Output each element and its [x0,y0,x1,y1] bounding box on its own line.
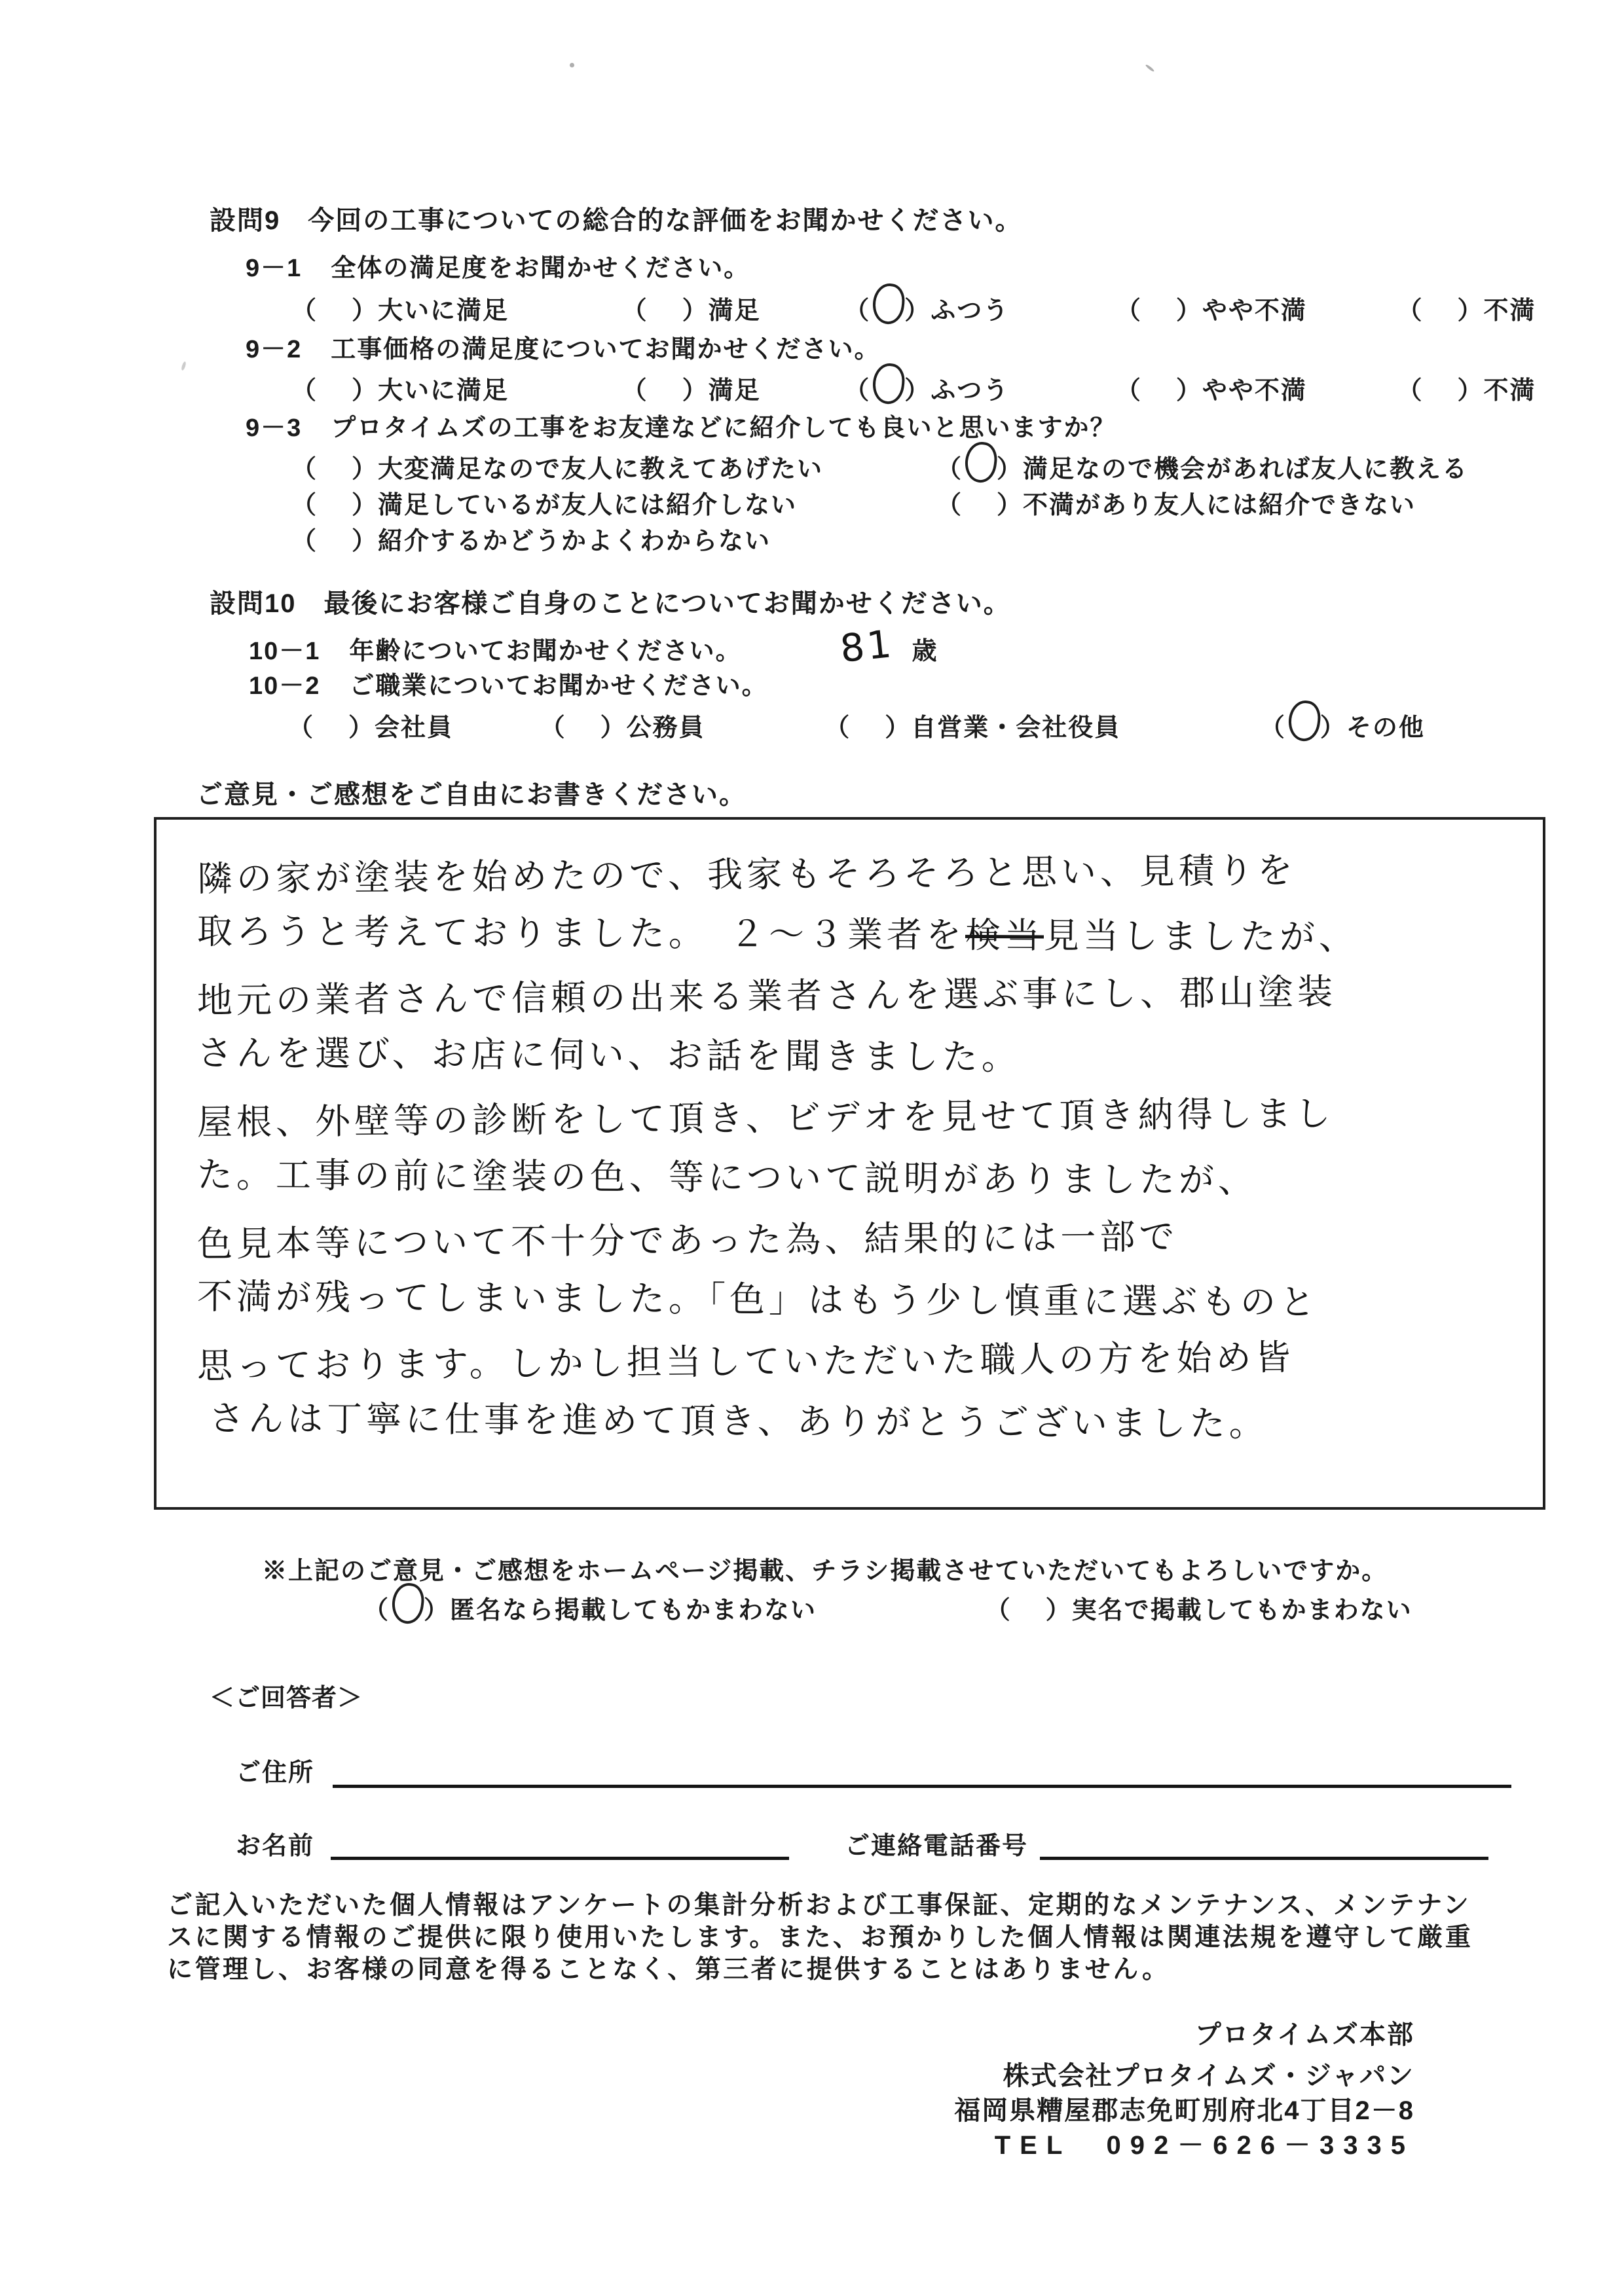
option-label: その他 [1346,714,1425,742]
question-9-2-number: 9－2 [246,336,303,363]
selected-circle-mark [871,361,907,405]
option-label: やや不満 [1202,377,1307,405]
answer-circle-slot [648,312,682,319]
selected-circle-mark [871,282,907,325]
question-10-2 [249,665,768,701]
handwriting-line: 不満が残ってしまいました。「色」はもう少し慎重に選ぶものと [196,1275,1320,1323]
question-10-2-title: ご職業についてお聞かせください。 [349,672,768,700]
paren: ） [1175,297,1202,325]
scan-speck [1145,64,1154,72]
paren: ） [1045,1597,1072,1624]
answer-circle-slot [566,729,600,736]
option-label: 不満 [1483,297,1536,325]
footer-org: プロタイムズ本部 [1194,2020,1414,2049]
answer-circle-slot [318,507,352,513]
question-9-1-title: 全体の満足度をお聞かせください。 [331,255,750,282]
option-publish-real-name[interactable] [986,1590,1412,1626]
name-input-line[interactable] [331,1833,789,1860]
option-9-3-unsure[interactable] [291,520,771,556]
option-10-2-company-employee[interactable] [288,707,453,743]
handwriting-segment: 取ろうと考えておりました。 ２〜３業者を [196,910,966,956]
question-9-2 [246,329,881,365]
paren: ） [1457,377,1484,405]
handwriting-line: さんは丁寧に仕事を進めて頂き、ありがとうございました。 [208,1397,1269,1445]
handwriting-line: 思っております。しかし担当していただいた職人の方を始め皆 [196,1336,1295,1387]
answer-circle-slot [314,729,348,736]
paren: （ [621,297,648,325]
paren: ） [997,456,1024,483]
age-unit-label: 歳 [912,638,938,665]
option-label: ふつう [931,377,1010,405]
phone-label: ご連絡電話番号 [845,1832,1029,1860]
scan-speck [181,361,187,371]
option-label: 大変満足なので友人に教えてあげたい [378,456,824,483]
answer-circle-slot [1423,312,1457,319]
answer-circle-slot [1142,392,1176,399]
answer-circle-slot [318,312,352,319]
option-9-2-somewhat-dissatisfied[interactable] [1116,370,1307,406]
privacy-line: ご記入いただいた個人情報はアンケートの集計分析および工事保証、定期的なメンテナンス、メンテナン [167,1891,1471,1920]
paren: （ [288,714,315,742]
answer-circle-slot [870,392,904,399]
paren: ） [904,297,931,325]
answer-circle-slot [318,471,352,477]
paren: ） [352,377,378,405]
answer-circle-slot [1012,1612,1046,1618]
footer-address: 福岡県糟屋郡志免町別府北4丁目2－8 [954,2096,1414,2125]
option-9-3-tell-friends[interactable] [291,448,823,484]
comments-prompt: ご意見・ご感想をご自由にお書きください。 [196,780,747,809]
paren: （ [621,377,648,405]
question-9-number: 設問9 [210,206,281,235]
answer-circle-slot [1423,392,1457,399]
paren: ） [352,297,378,325]
paren: ） [1320,714,1346,742]
paren: （ [1397,297,1424,325]
paren: ） [1175,377,1202,405]
option-label: 匿名なら掲載してもかまわない [450,1597,817,1624]
option-label: 大いに満足 [378,377,509,405]
answer-circle-slot [318,392,352,399]
selected-circle-mark [963,440,999,484]
answer-circle-slot [648,392,682,399]
question-10-1-number: 10－1 [249,638,321,665]
paren: （ [291,377,318,405]
paren: （ [985,1597,1012,1624]
option-9-2-neutral[interactable] [844,370,1009,406]
option-label: ふつう [931,297,1010,325]
paren: （ [540,714,566,742]
paren: （ [824,714,851,742]
name-label: お名前 [236,1832,315,1860]
option-label: 実名で掲載してもかまわない [1071,1597,1412,1624]
paren: ） [682,297,709,325]
question-9-1-number: 9－1 [246,255,303,282]
paren: （ [1259,714,1286,742]
age-handwritten-value[interactable]: 81 [838,621,896,672]
paren: ） [682,377,709,405]
question-9-2-options [291,370,1536,406]
question-10-1 [249,621,938,672]
question-10-title: 最後にお客様ご自身のことについてお聞かせください。 [323,589,1011,618]
option-10-2-other[interactable] [1260,707,1425,743]
question-9-title: 今回の工事についての総合的な評価をお聞かせください。 [308,206,1023,235]
answer-circle-slot [851,729,885,736]
option-label: 満足しているが友人には紹介しない [378,492,798,519]
paren: （ [291,528,318,555]
paren: ） [352,456,378,483]
option-label: 満足 [708,297,761,325]
question-9-1 [246,247,750,283]
paren: （ [363,1597,390,1624]
question-10-2-options [288,707,1425,743]
answer-circle-slot [963,471,997,477]
answer-circle-slot [1286,729,1320,736]
paren: （ [936,492,963,519]
option-label: 不満 [1483,377,1536,405]
paren: （ [291,492,318,519]
question-9-3-number: 9－3 [246,414,303,442]
privacy-line: スに関する情報のご提供に限り使用いたします。また、お預かりした個人情報は関連法規を遵守して厳重 [167,1923,1473,1952]
phone-input-line[interactable] [1040,1833,1488,1860]
option-9-3-satisfied-no-referral[interactable] [291,484,797,520]
respondent-header: ＜ご回答者＞ [210,1685,363,1712]
paren: ） [1457,297,1484,325]
answer-circle-slot [963,507,997,513]
paren: （ [1115,297,1142,325]
question-10-number: 設問10 [210,589,297,618]
option-9-3-dissatisfied-no-referral[interactable] [936,484,1416,520]
question-10-1-title: 年齢についてお聞かせください。 [349,638,742,665]
footer-company: 株式会社プロタイムズ・ジャパン [1003,2062,1414,2090]
option-9-1-neutral[interactable] [844,290,1009,326]
option-label: 会社員 [375,714,454,742]
question-9-3 [246,407,1116,443]
handwriting-line: 隣の家が塗装を始めたので、我家もそろそろと思い、見積りを [196,849,1297,900]
paren: （ [291,456,318,483]
question-10-heading [210,583,1011,620]
handwriting-line: さんを選び、お店に伺い、お話を聞きました。 [196,1032,1022,1078]
paren: ） [424,1597,451,1624]
option-9-2-satisfied[interactable] [622,370,761,406]
privacy-note [167,1889,1473,1986]
paren: ） [352,528,378,555]
paren: （ [844,297,871,325]
paren: ） [885,714,912,742]
option-9-1-satisfied[interactable] [622,290,761,326]
option-label: 満足 [708,377,761,405]
option-9-1-very-satisfied[interactable] [291,290,509,326]
answer-circle-slot [870,312,904,319]
paren: （ [291,297,318,325]
crossed-out-word: 検当 [965,914,1044,957]
option-9-1-somewhat-dissatisfied[interactable] [1116,290,1307,326]
handwriting-line: た。工事の前に塗装の色、等について説明がありましたが、 [196,1154,1258,1201]
handwriting-line: 屋根、外壁等の診断をして頂き、ビデオを見せて頂き納得しまし [196,1093,1335,1143]
paren: ） [997,492,1024,519]
privacy-line: に管理し、お客様の同意を得ることなく、第三者に提供することはありません。 [167,1956,1170,1984]
paren: （ [936,456,963,483]
paren: （ [1115,377,1142,405]
paren: （ [844,377,871,405]
question-10-2-number: 10－2 [249,672,321,700]
paren: ） [348,714,375,742]
answer-circle-slot [318,543,352,549]
question-9-1-options [291,290,1536,326]
selected-circle-mark [390,1581,426,1625]
comments-box[interactable] [154,817,1545,1510]
question-9-3-title: プロタイムズの工事をお友達などに紹介しても良いと思いますか？ [331,414,1116,442]
option-9-2-dissatisfied[interactable] [1397,370,1536,406]
paren: ） [600,714,627,742]
address-input-line[interactable] [333,1761,1511,1788]
handwriting-line [197,901,1510,968]
option-10-2-self-employed[interactable] [824,707,1120,743]
question-9-heading [210,200,1022,237]
handwriting-line: 色見本等について不十分であった為、結果的には一部で [196,1216,1179,1265]
publication-consent-options [363,1590,1412,1626]
option-label: 紹介するかどうかよくわからない [378,528,771,555]
option-label: 不満があり友人には紹介できない [1023,492,1416,519]
question-9-2-title: 工事価格の満足度についてお聞かせください。 [331,336,881,363]
option-9-1-dissatisfied[interactable] [1397,290,1536,326]
option-label: 大いに満足 [378,297,509,325]
option-10-2-public-servant[interactable] [540,707,705,743]
paren: （ [1397,377,1424,405]
answer-circle-slot [1142,312,1176,319]
option-label: やや不満 [1202,297,1307,325]
handwritten-comments [157,820,1543,1452]
option-publish-anonymous[interactable] [363,1590,817,1626]
publication-consent-note: ※上記のご意見・ご感想をホームページ掲載、チラシ掲載させていただいてもよろしいですか。 [262,1558,1388,1585]
paren: ） [904,377,931,405]
scan-speck [570,63,574,67]
option-label: 公務員 [626,714,705,742]
option-label: 満足なので機会があれば友人に教える [1023,456,1469,483]
option-label: 自営業・会社役員 [911,714,1121,742]
option-9-2-very-satisfied[interactable] [291,370,509,406]
answer-circle-slot [390,1612,424,1618]
footer [786,2018,1414,2163]
address-label: ご住所 [236,1759,315,1787]
paren: ） [352,492,378,519]
selected-circle-mark [1286,699,1322,742]
handwriting-segment: 見当しましたが、 [1043,915,1359,958]
footer-tel: TEL 092－626－3335 [994,2131,1414,2160]
option-9-3-tell-if-chance[interactable] [936,448,1468,484]
handwriting-line: 地元の業者さんで信頼の出来る業者さんを選ぶ事にし、郡山塗装 [196,971,1337,1021]
